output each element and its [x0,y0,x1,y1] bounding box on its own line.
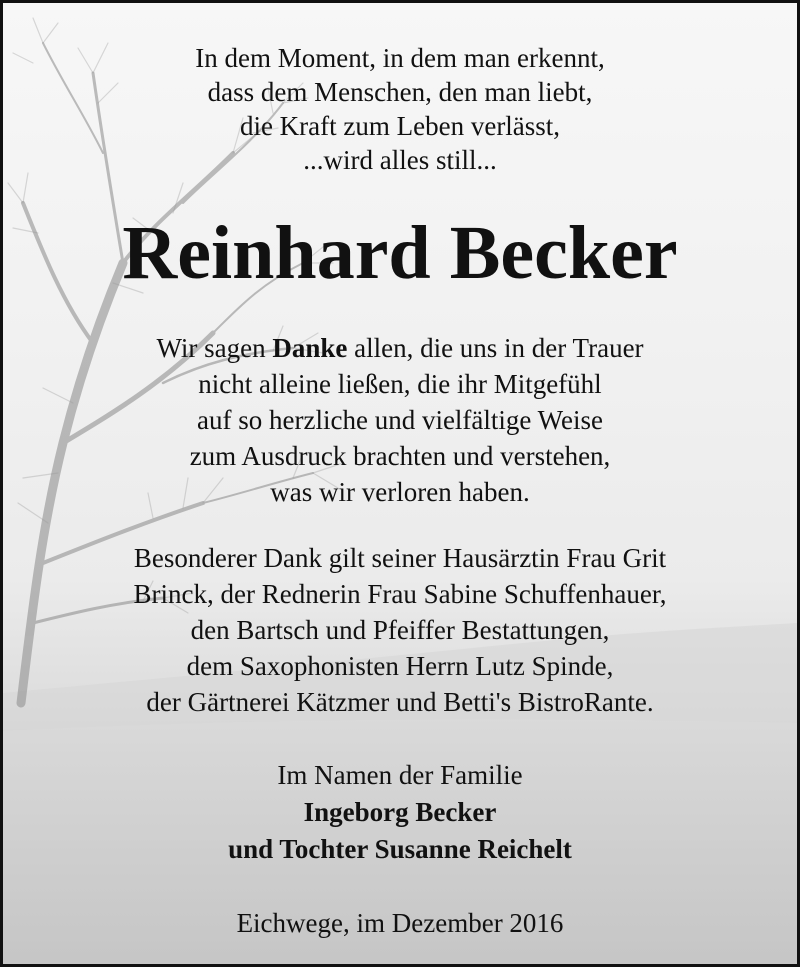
special-thanks-line: Brinck, der Rednerin Frau Sabine Schuffenhauer, [133,579,667,609]
poem-line: dass dem Menschen, den man liebt, [207,77,593,107]
special-thanks-line: dem Saxophonisten Herrn Lutz Spinde, [186,651,614,681]
thanks-line [3,330,797,366]
thanks-line: nicht alleine ließen, die ihr Mitgefühl [198,369,602,399]
poem-line: ...wird alles still... [303,145,497,175]
family-intro: Im Namen der Familie [277,760,523,790]
poem-line: In dem Moment, in dem man erkennt, [195,43,605,73]
thanks-line: auf so herzliche und vielfältige Weise [197,405,603,435]
thanks-emphasis: Danke [272,333,348,363]
special-thanks-line: den Bartsch und Pfeiffer Bestattungen, [190,615,610,645]
special-thanks-line: der Gärtnerei Kätzmer und Betti's BistroRante. [146,687,654,717]
intro-poem [3,41,797,177]
poem-line: die Kraft zum Leben verlässt, [239,111,561,141]
special-thanks-paragraph [3,540,797,720]
place-and-date: Eichwege, im Dezember 2016 [236,908,564,938]
thanks-line: was wir verloren haben. [270,477,530,507]
thanks-line: zum Ausdruck brachten und verstehen, [189,441,611,471]
family-name: und Tochter Susanne Reichelt [228,834,572,864]
thanks-paragraph [3,330,797,510]
family-name: Ingeborg Becker [303,797,497,827]
thanks-text: allen, die uns in der Trauer [347,333,644,363]
deceased-name: Reinhard Becker [122,211,678,295]
thanks-text: Wir sagen [156,333,273,363]
special-thanks-line: Besonderer Dank gilt seiner Hausärztin Frau Grit [133,543,667,573]
family-signature [3,757,797,868]
